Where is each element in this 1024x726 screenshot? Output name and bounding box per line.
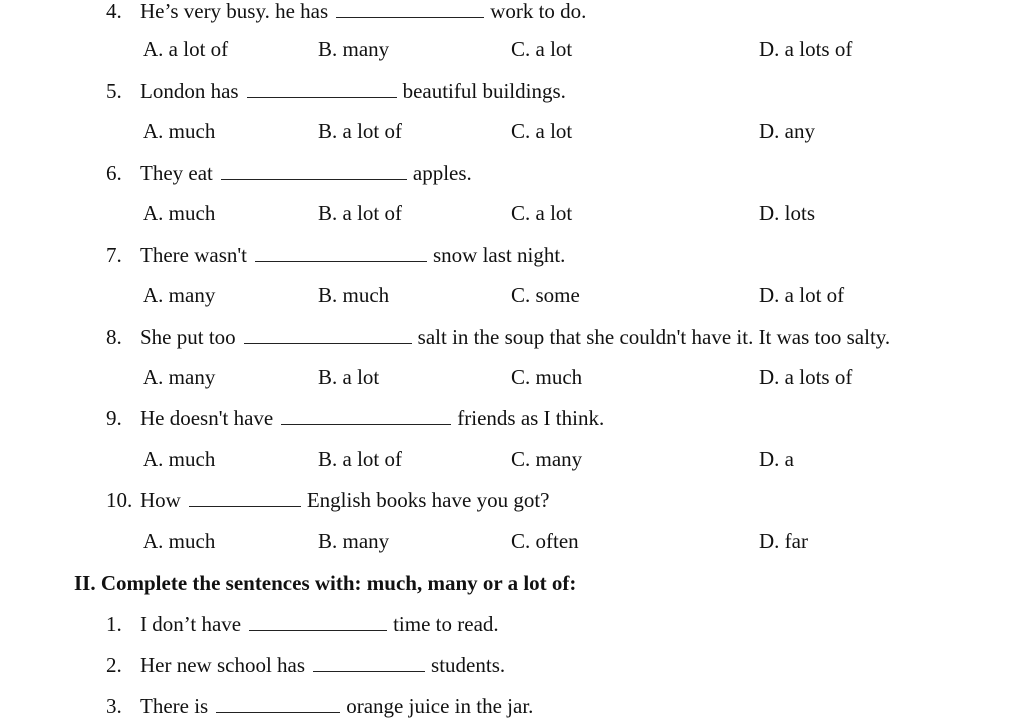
question-text-after: snow last night. [433,243,566,267]
question-text [140,324,890,350]
answer-blank[interactable] [255,243,427,262]
question-text [140,0,586,24]
option-c[interactable]: C. a lot [511,119,573,143]
option-c[interactable]: C. many [511,447,583,471]
question-number: 5. [106,79,122,103]
option-c[interactable]: C. much [511,365,583,389]
exercise-sentence [140,611,499,637]
sentence-before: I don’t have [140,612,242,636]
option-a[interactable]: A. much [143,201,216,225]
option-d[interactable]: D. a lots of [759,37,853,61]
option-a[interactable]: A. much [143,529,216,553]
sentence-before: There is [140,694,209,718]
option-a[interactable]: A. much [143,447,216,471]
option-d[interactable]: D. a lots of [759,365,853,389]
question-text-before: He doesn't have [140,406,274,430]
question-text-after: friends as I think. [457,406,605,430]
question-text-before: He’s very busy. he has [140,0,329,23]
question-text-after: apples. [412,161,472,185]
section-heading: II. Complete the sentences with: much, many or a lot of: [74,571,577,595]
question-text-before: She put too [140,325,236,349]
question-text-after: beautiful buildings. [402,79,566,103]
question-text [140,405,604,431]
option-d[interactable]: D. a [759,447,794,471]
option-c[interactable]: C. often [511,529,579,553]
question-text-before: How [140,488,181,512]
item-number: 1. [106,612,122,636]
option-b[interactable]: B. a lot [318,365,380,389]
option-b[interactable]: B. a lot of [318,447,402,471]
option-b[interactable]: B. much [318,283,390,307]
item-number: 2. [106,653,122,677]
question-number: 6. [106,161,122,185]
question-text [140,242,565,268]
answer-blank[interactable] [249,612,387,631]
question-number: 4. [106,0,122,23]
option-c[interactable]: C. a lot [511,37,573,61]
question-number: 8. [106,325,122,349]
option-b[interactable]: B. many [318,37,390,61]
item-number: 3. [106,694,122,718]
question-text-before: There wasn't [140,243,247,267]
option-a[interactable]: A. a lot of [143,37,229,61]
exercise-sentence [140,693,533,719]
question-text-before: They eat [140,161,213,185]
answer-blank[interactable] [216,694,340,713]
option-b[interactable]: B. a lot of [318,119,402,143]
answer-blank[interactable] [247,79,397,98]
question-text [140,487,549,513]
question-text [140,78,566,104]
question-text-after: English books have you got? [306,488,550,512]
option-d[interactable]: D. a lot of [759,283,845,307]
option-d[interactable]: D. far [759,529,808,553]
question-number: 9. [106,406,122,430]
sentence-before: Her new school has [140,653,306,677]
exercise-sentence [140,652,505,678]
option-b[interactable]: B. a lot of [318,201,402,225]
option-a[interactable]: A. many [143,365,216,389]
question-number: 10. [106,488,133,512]
answer-blank[interactable] [313,653,425,672]
option-a[interactable]: A. much [143,119,216,143]
sentence-after: students. [431,653,506,677]
option-d[interactable]: D. any [759,119,815,143]
answer-blank[interactable] [281,406,451,425]
question-number: 7. [106,243,122,267]
sentence-after: time to read. [393,612,499,636]
sentence-after: orange juice in the jar. [346,694,534,718]
question-text-after: work to do. [490,0,587,23]
option-a[interactable]: A. many [143,283,216,307]
option-d[interactable]: D. lots [759,201,816,225]
question-text [140,160,472,186]
option-b[interactable]: B. many [318,529,390,553]
answer-blank[interactable] [221,161,407,180]
answer-blank[interactable] [189,488,301,507]
answer-blank[interactable] [244,325,412,344]
option-c[interactable]: C. some [511,283,580,307]
question-text-before: London has [140,79,239,103]
question-text-after: salt in the soup that she couldn't have it. It was too salty. [417,325,891,349]
answer-blank[interactable] [336,0,484,18]
option-c[interactable]: C. a lot [511,201,573,225]
